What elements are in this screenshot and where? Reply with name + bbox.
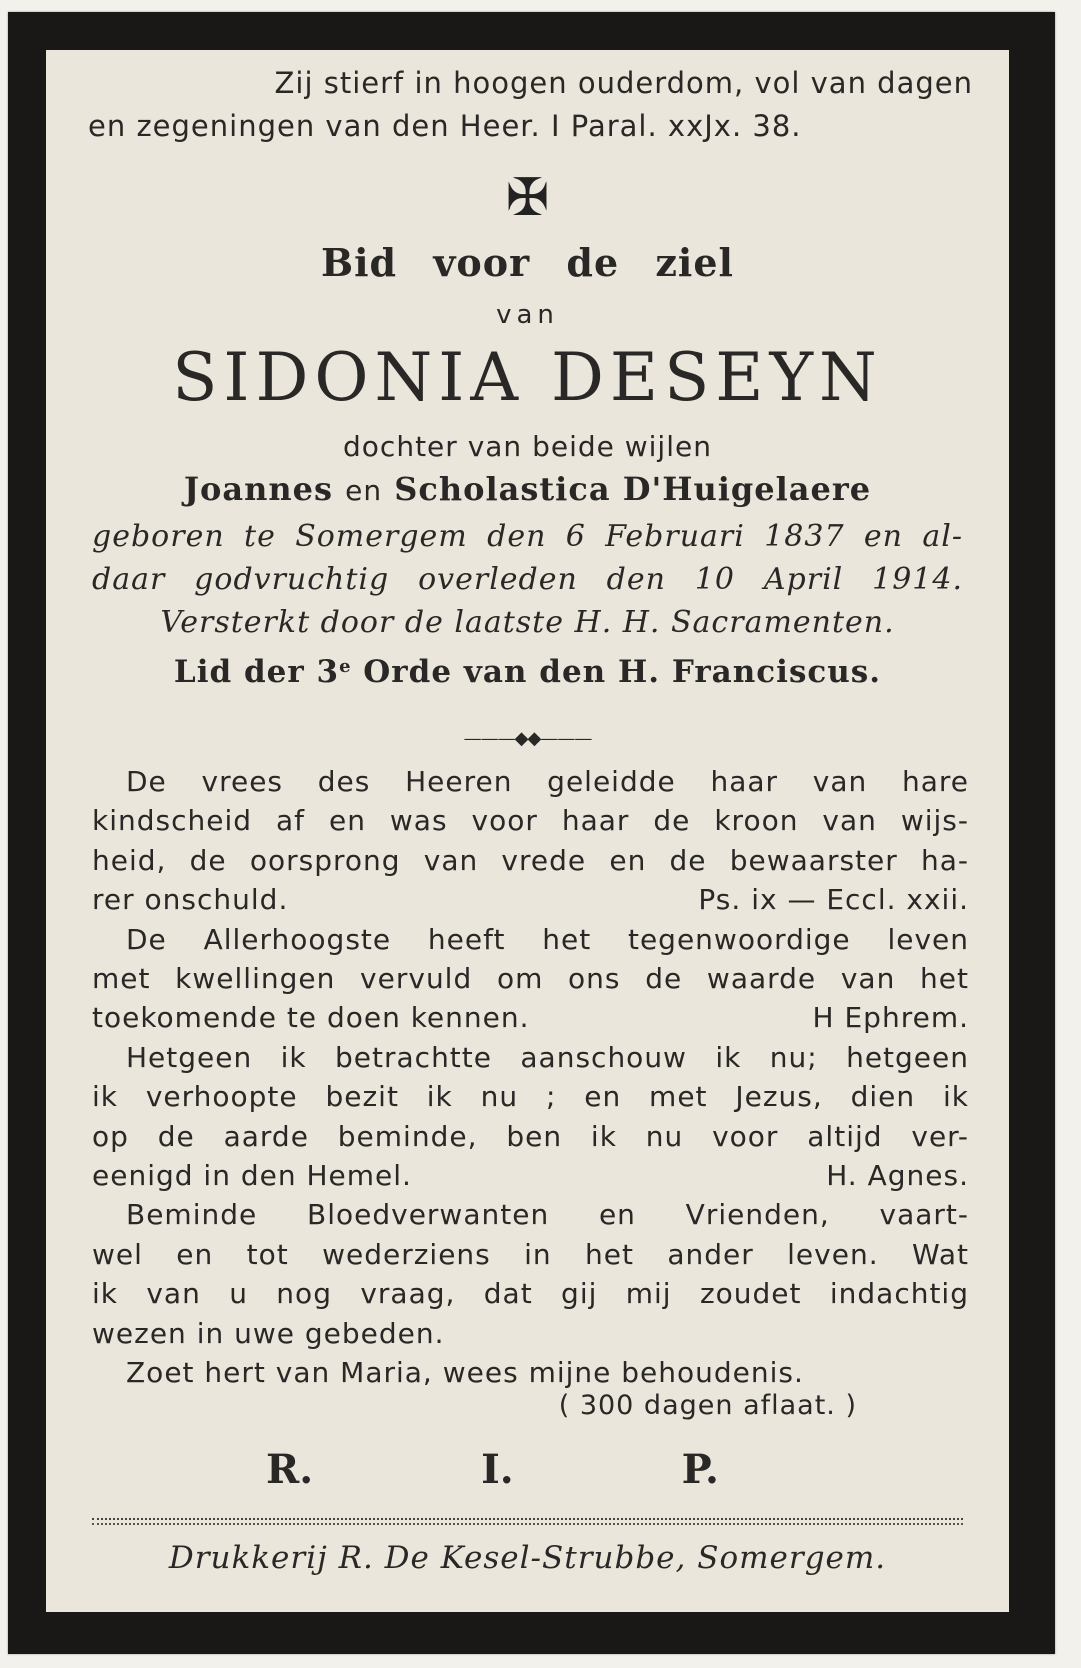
prayer-line [92,841,969,880]
prayer-line-text: wel en tot wederziens in het ander leven. Wat [92,1237,969,1271]
prayer-line [92,1077,969,1116]
prayer-line [92,762,969,801]
epigraph [88,62,973,148]
prayer-line [92,1038,969,1077]
scripture-reference: H Ephrem. [812,1001,969,1035]
daughter-of-line: dochter van beide wijlen [343,430,712,463]
prayer-text [92,762,969,1393]
prayer-line-text: kindscheid af en was voor haar de kroon van wijs- [92,804,969,838]
order-text-sup: e [339,656,352,677]
card-paper [46,50,1009,1612]
prayer-line [92,920,969,959]
sacraments-line: Versterkt door de laatste H. H. Sacramenten. [160,605,895,640]
order-text-pre: Lid der 3 [173,654,340,690]
prayer-line [92,1274,969,1313]
birth-death-info [92,515,963,644]
parents-line [46,470,1009,508]
prayer-line [92,1117,969,1156]
prayer-line [92,1156,969,1195]
prayer-line-text: Beminde Bloedverwanten en Vrienden, vaart- [126,1198,969,1232]
cross-icon: ✠ [505,168,550,228]
prayer-line-text: De Allerhoogste heeft het tegenwoordige leven [126,922,969,956]
epigraph-line: en zegeningen van den Heer. I Paral. xxJx. 38. [88,109,802,143]
prayer-line-text: ik van u nog vraag, dat gij mij zoudet indachtig [92,1277,969,1311]
deceased-name: SIDONIA DESEYN [172,339,883,416]
prayer-line-text: rer onschuld. [92,883,289,917]
order-text-post: Orde van den H. Franciscus. [351,654,882,690]
prayer-line [92,998,969,1037]
divider-dotted [92,1518,963,1520]
parent-mother: Scholastica D'Huigelaere [394,470,872,508]
rip-letter: R. [266,1446,314,1493]
prayer-line [92,1353,969,1392]
prayer-line-text: met kwellingen vervuld om ons de waarde van het [92,962,969,996]
epigraph-line: Zij stierf in hoogen ouderdom, vol van dagen [274,66,973,100]
prayer-line-text: wezen in uwe gebeden. [92,1316,445,1350]
prayer-line [92,1235,969,1274]
prayer-line-text: ik verhoopte bezit ik nu ; en met Jezus, dien ik [92,1080,969,1114]
prayer-line-text: heid, de oorsprong van vrede en de bewaarster ha- [92,843,969,877]
prayer-line-text: Zoet hert van Maria, wees mijne behoudenis. [126,1356,804,1390]
prayer-line-text: De vrees des Heeren geleidde haar van hare [126,765,969,798]
divider-ornament: ———◆◆——— [463,728,592,749]
printer-credit: Drukkerij R. De Kesel-Strubbe, Somergem. [168,1540,887,1576]
order-membership [46,654,1009,690]
rip-letters [266,1446,719,1493]
prayer-line [92,880,969,919]
prayer-line-text: eenigd in den Hemel. [92,1159,412,1193]
scripture-reference: H. Agnes. [826,1159,969,1193]
prayer-line-text: toekomende te doen kennen. [92,1001,530,1035]
van-label: van [496,300,559,330]
prayer-line [92,959,969,998]
mourning-card [8,12,1055,1654]
prayer-line [92,801,969,840]
rip-letter: I. [481,1446,514,1493]
parents-conjunction: en [345,474,383,507]
death-line: daar godvruchtig overleden den 10 April 1914. [92,562,963,597]
prayer-line [92,1195,969,1234]
divider-dotted [92,1523,963,1525]
indulgence-note: ( 300 dagen aflaat. ) [558,1390,857,1421]
prayer-line [92,1314,969,1353]
parent-father: Joannes [183,470,334,508]
prayer-line-text: op de aarde beminde, ben ik nu voor altijd ver- [92,1119,969,1153]
prayer-line-text: Hetgeen ik betrachtte aanschouw ik nu; hetgeen [126,1040,969,1074]
prayer-heading: Bid voor de ziel [321,240,734,285]
scripture-reference: Ps. ix — Eccl. xxii. [698,883,969,917]
birth-line: geboren te Somergem den 6 Februari 1837 en al- [92,519,963,554]
rip-letter: P. [681,1446,719,1493]
